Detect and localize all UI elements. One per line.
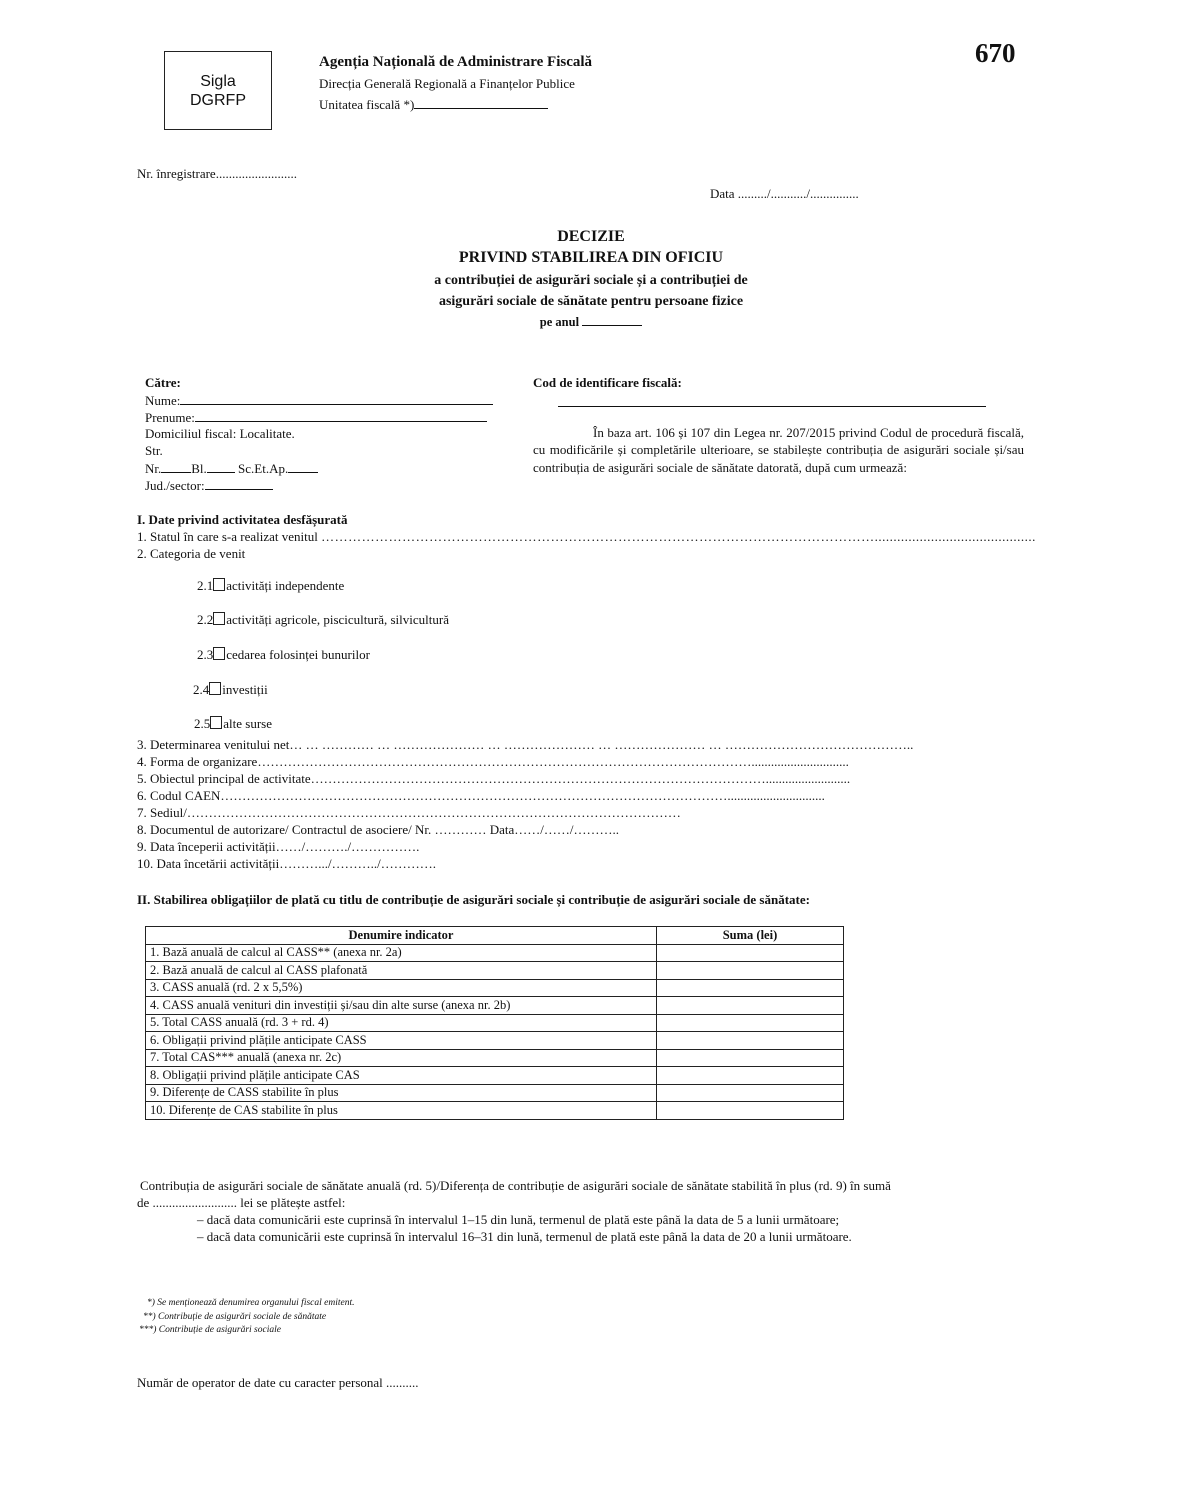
section1-item7: 7. Sediul/…………………………………………………………………………………………………… xyxy=(137,805,681,820)
indicator-name: 9. Diferențe de CASS stabilite în plus xyxy=(146,1084,657,1102)
amount-cell[interactable] xyxy=(657,1014,844,1032)
section1-item1: 1. Statul în care s-a realizat venitul ……………………………………………………………………………………………………………........................................... xyxy=(137,529,1036,544)
registration-number: Nr. înregistrare......................... xyxy=(137,166,297,181)
category-2-4: 2.4 investiții xyxy=(193,682,268,697)
cif-field-line xyxy=(558,394,986,407)
cif-label: Cod de identificare fiscală: xyxy=(533,375,682,390)
section1-item5: 5. Obiectul principal de activitate…………………………………………………………………………………………….......................... xyxy=(137,771,851,786)
section1-title: I. Date privind activitatea desfășurată xyxy=(137,512,348,527)
title-year: pe anul xyxy=(0,315,1182,330)
indicator-name: 1. Bază anuală de calcul al CASS** (anexa nr. 2a) xyxy=(146,944,657,962)
title-line2: PRIVIND STABILIREA DIN OFICIU xyxy=(458,249,724,266)
indicator-name: 4. CASS anuală venituri din investiții și/sau din alte surse (anexa nr. 2b) xyxy=(146,997,657,1015)
indicator-name: 7. Total CAS*** anuală (anexa nr. 2c) xyxy=(146,1049,657,1067)
section1-item9: 9. Data începerii activității……/………./……………. xyxy=(137,839,420,854)
checkbox-2-1[interactable] xyxy=(213,578,225,591)
indicator-name: 3. CASS anuală (rd. 2 x 5,5%) xyxy=(146,979,657,997)
title-line3: a contribuției de asigurări sociale și a contribuției de xyxy=(434,273,748,288)
payment-line2: de .......................... lei se plătește astfel: xyxy=(137,1195,346,1210)
amount-cell[interactable] xyxy=(657,962,844,980)
section1-item3: 3. Determinarea venitului net… … ………… … ………………… … ………………… … ………………… … …………………………………….. xyxy=(137,737,914,752)
date-line: Data ........./.........../............... xyxy=(710,186,859,201)
payment-bullet2: – dacă data comunicării este cuprinsă în intervalul 16–31 din lună, termenul de plată este până la data de 20 a lunii următoare. xyxy=(197,1229,852,1244)
form-number: 670 xyxy=(975,38,1016,68)
table-row xyxy=(146,1049,844,1067)
indicator-name: 10. Diferențe de CAS stabilite în plus xyxy=(146,1102,657,1120)
amount-cell[interactable] xyxy=(657,1032,844,1050)
title-line1: DECIZIE xyxy=(557,228,625,245)
amount-cell[interactable] xyxy=(657,997,844,1015)
logo-line2: DGRFP xyxy=(190,91,246,109)
amount-cell[interactable] xyxy=(657,1067,844,1085)
legal-basis-paragraph: În baza art. 106 și 107 din Legea nr. 207/2015 privind Codul de procedură fiscală, cu modificările și completările ulterioare, se stabilește contribuția de asigurări sociale și/sau contribuția de asigurări sociale de sănătate datorată, după cum urmează: xyxy=(533,425,1024,475)
payment-line1: Contribuția de asigurări sociale de sănătate anuală (rd. 5)/Diferența de contribuție de asigurări sociale de sănătate stabilită în plus (rd. 9) în sumă xyxy=(140,1178,891,1193)
section1-item4: 4. Forma de organizare…………………………………………………………………………………………………….............................. xyxy=(137,754,849,769)
indicator-name: 8. Obligații privind plățile anticipate CAS xyxy=(146,1067,657,1085)
footnote-2: **) Contribuție de asigurări sociale de sănătate xyxy=(143,1312,327,1322)
checkbox-2-5[interactable] xyxy=(210,716,222,729)
footnote-3: ***) Contribuție de asigurări sociale xyxy=(139,1325,281,1335)
category-2-3: 2.3 cedarea folosinței bunurilor xyxy=(197,647,370,662)
fiscal-unit: Unitatea fiscală *) xyxy=(319,96,548,113)
table-row xyxy=(146,997,844,1015)
table-row xyxy=(146,1067,844,1085)
amount-cell[interactable] xyxy=(657,979,844,997)
payment-bullet1: – dacă data comunicării este cuprinsă în intervalul 1–15 din lună, termenul de plată este până la data de 5 a lunii următoare; xyxy=(197,1212,840,1227)
table-row xyxy=(146,979,844,997)
title-line4: asigurări sociale de sănătate pentru persoane fizice xyxy=(438,294,744,309)
indicator-name: 5. Total CASS anuală (rd. 3 + rd. 4) xyxy=(146,1014,657,1032)
section1-item6: 6. Codul CAEN……………………………………………………………………………………………………….............................. xyxy=(137,788,825,803)
section1-item10: 10. Data încetării activității……….../………../…………. xyxy=(137,856,436,871)
amount-cell[interactable] xyxy=(657,1049,844,1067)
logo-line1: Sigla xyxy=(200,72,236,90)
checkbox-2-2[interactable] xyxy=(213,612,225,625)
recipient-label: Către: xyxy=(145,375,181,390)
recipient-street: Str. xyxy=(145,443,163,458)
table-row xyxy=(146,1014,844,1032)
table-row xyxy=(146,1102,844,1120)
checkbox-2-3[interactable] xyxy=(213,647,225,660)
recipient-address-numbers: Nr. Bl. Sc.Et.Ap. xyxy=(145,460,318,477)
indicator-name: 6. Obligații privind plățile anticipate CASS xyxy=(146,1032,657,1050)
amount-cell[interactable] xyxy=(657,1084,844,1102)
indicator-name: 2. Bază anuală de calcul al CASS plafonată xyxy=(146,962,657,980)
checkbox-2-4[interactable] xyxy=(209,682,221,695)
table-header-row xyxy=(146,927,844,945)
category-2-1: 2.1 activități independente xyxy=(197,578,345,593)
table-row xyxy=(146,962,844,980)
column-header: Suma (lei) xyxy=(657,927,844,945)
recipient-county: Jud./sector: xyxy=(145,477,273,494)
agency-name: Agenția Națională de Administrare Fiscală xyxy=(319,54,593,70)
recipient-domicile: Domiciliul fiscal: Localitate. xyxy=(145,426,295,441)
direction-name: Direcția Generală Regională a Finanțelor Publice xyxy=(319,76,575,91)
amount-cell[interactable] xyxy=(657,1102,844,1120)
footnote-1: *) Se menționează denumirea organului fiscal emitent. xyxy=(147,1298,355,1308)
table-row xyxy=(146,944,844,962)
section2-title: II. Stabilirea obligațiilor de plată cu titlu de contribuție de asigurări sociale și contribuție de asigurări sociale de sănătate: xyxy=(137,892,810,907)
recipient-surname: Prenume: xyxy=(145,409,487,426)
table-row xyxy=(146,1084,844,1102)
amount-cell[interactable] xyxy=(657,944,844,962)
column-header: Denumire indicator xyxy=(146,927,657,945)
category-2-2: 2.2 activități agricole, piscicultură, silvicultură xyxy=(197,612,449,627)
section1-item8: 8. Documentul de autorizare/ Contractul de asociere/ Nr. ………… Data……/……/……….. xyxy=(137,822,619,837)
indicators-table xyxy=(145,926,844,1120)
section1-item2: 2. Categoria de venit xyxy=(137,546,246,561)
category-2-5: 2.5 alte surse xyxy=(194,716,272,731)
table-row xyxy=(146,1032,844,1050)
logo-placeholder xyxy=(164,51,272,130)
data-operator-number: Număr de operator de date cu caracter personal .......... xyxy=(137,1375,419,1390)
recipient-name: Nume: xyxy=(145,392,493,409)
